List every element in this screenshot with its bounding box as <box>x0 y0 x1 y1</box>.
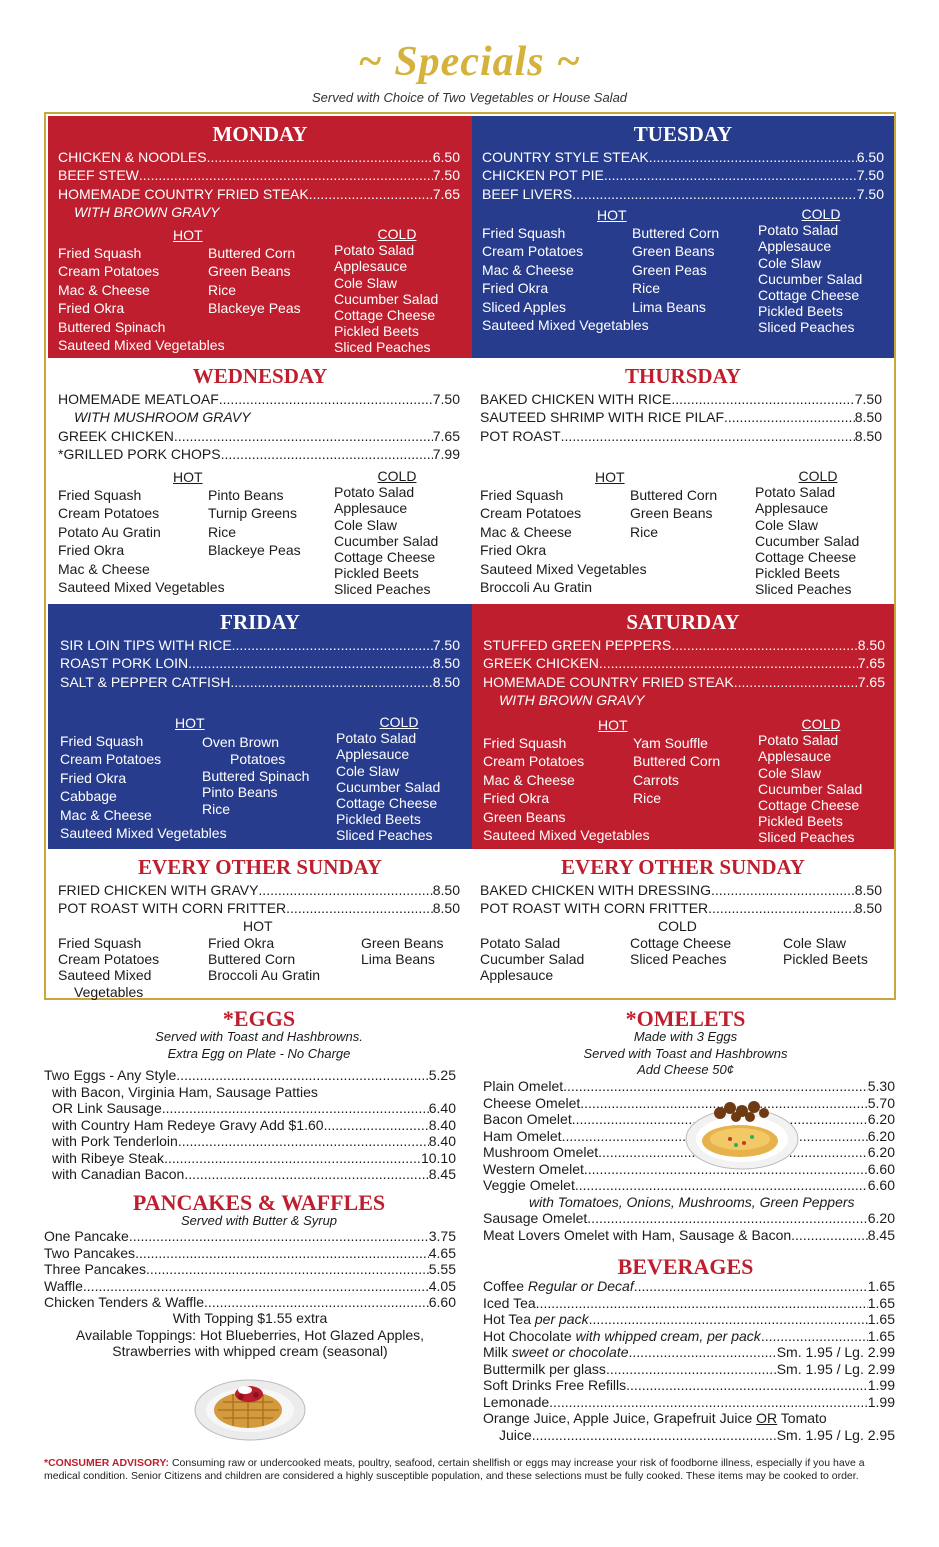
entree-row: HOMEMADE COUNTRY FRIED STEAK ..... 7.65 <box>58 185 460 203</box>
list-item: Waffle ..... 4.05 <box>44 1278 456 1295</box>
hot-list-2: Pinto Beans Turnip Greens Rice Blackeye Peas <box>208 487 301 559</box>
entree-list <box>58 881 460 918</box>
sunday-col-3: Green Beans Lima Beans <box>361 935 444 968</box>
cold-column: COLD Potato Salad Applesauce Cole Slaw Cucumber Salad Cottage Cheese Pickled Beets Sliced Peaches <box>336 714 466 844</box>
beverages-list <box>483 1278 895 1443</box>
cold-column: COLD Potato Salad Applesauce Cole Slaw Cucumber Salad Cottage Cheese Pickled Beets Sliced Peaches <box>758 716 888 846</box>
entree-list <box>482 148 884 203</box>
list-item: Western Omelet ..... 6.60 <box>483 1161 895 1178</box>
hot-column <box>482 206 649 334</box>
hot-list-2: Yam Souffle Buttered Corn Carrots Rice <box>633 735 721 807</box>
sunday-col-2: Fried Okra Buttered Corn Broccoli Au Gratin <box>208 935 321 984</box>
entree-list <box>483 636 885 710</box>
list-item: Meat Lovers Omelet with Ham, Sausage & Bacon ..... 8.45 <box>483 1227 895 1244</box>
entree-row: GREEK CHICKEN ..... 7.65 <box>483 654 885 672</box>
list-item: with Pork Tenderloin ..... 8.40 <box>44 1133 456 1150</box>
entree-row: HOMEMADE COUNTRY FRIED STEAK ..... 7.65 <box>483 673 885 691</box>
day-title: TUESDAY <box>633 122 733 146</box>
hot-list-1: Fried Squash Cream Potatoes Potato Au Gratin Fried Okra Mac & Cheese Sauteed Mixed Vegetables <box>58 487 225 596</box>
list-item: Buttermilk per glass ..... Sm. 1.95 / Lg. 2.99 <box>483 1361 895 1378</box>
hot-label: HOT <box>173 469 203 485</box>
list-item: Cheese Omelet ..... 5.70 <box>483 1095 895 1112</box>
day-title: FRIDAY <box>220 610 300 634</box>
list-item: Sausage Omelet ..... 6.20 <box>483 1210 895 1227</box>
list-item: Ham Omelet ..... 6.20 <box>483 1128 895 1145</box>
hot-label: HOT <box>173 227 203 243</box>
juice-line: Orange Juice, Apple Juice, Grapefruit Juice OR Tomato <box>483 1410 827 1426</box>
list-item: with Ribeye Steak ..... 10.10 <box>44 1150 456 1167</box>
entree-row: BEEF LIVERS ..... 7.50 <box>482 185 884 203</box>
list-item: with Canadian Bacon ..... 8.45 <box>44 1166 456 1183</box>
panel-monday <box>48 116 472 358</box>
hot-list-1: Fried Squash Cream Potatoes Fried Okra Cabbage Mac & Cheese Sauteed Mixed Vegetables <box>60 733 227 842</box>
omelets-subtitle: Made with 3 Eggs Served with Toast and Hashbrowns Add Cheese 50¢ <box>583 1029 788 1077</box>
list-item: Three Pancakes ..... 5.55 <box>44 1261 456 1278</box>
hot-column <box>480 468 647 596</box>
page-subtitle: Served with Choice of Two Vegetables or House Salad <box>311 90 628 105</box>
hot-column <box>58 468 225 596</box>
list-item: Iced Tea ..... 1.65 <box>483 1295 895 1312</box>
list-item: Two Pancakes ..... 4.65 <box>44 1245 456 1262</box>
topping-notes: With Topping $1.55 extra Available Toppings: Hot Blueberries, Hot Glazed Apples, Strawberries with whipped cream (seasonal) <box>75 1310 425 1359</box>
list-item: Milk sweet or chocolate ..... Sm. 1.95 / Lg. 2.99 <box>483 1344 895 1361</box>
entree-row: HOMEMADE MEATLOAF ..... 7.50 <box>58 390 460 408</box>
day-title: WEDNESDAY <box>192 364 328 388</box>
beverages-title: BEVERAGES <box>617 1254 754 1279</box>
cold-column: COLD Potato Salad Applesauce Cole Slaw Cucumber Salad Cottage Cheese Pickled Beets Sliced Peaches <box>334 226 464 356</box>
entree-row: COUNTRY STYLE STEAK ..... 6.50 <box>482 148 884 166</box>
hot-list-2: Buttered Corn Green Beans Rice <box>630 487 718 540</box>
panel-tuesday <box>472 116 894 358</box>
list-item: One Pancake ..... 3.75 <box>44 1228 456 1245</box>
entree-list <box>60 636 460 691</box>
day-title: THURSDAY <box>625 364 741 388</box>
list-item: Juice ..... Sm. 1.95 / Lg. 2.95 <box>483 1427 895 1444</box>
omelet-image <box>684 1095 800 1173</box>
hot-column <box>58 226 225 354</box>
day-title: EVERY OTHER SUNDAY <box>138 855 382 879</box>
list-item: with Bacon, Virginia Ham, Sausage Patties <box>52 1083 318 1100</box>
hot-list-1: Fried Squash Cream Potatoes Mac & Cheese Fried Okra Green Beans Sauteed Mixed Vegetables <box>483 735 650 844</box>
veggie-note: with Tomatoes, Onions, Mushrooms, Green Peppers <box>529 1193 855 1210</box>
list-item: Mushroom Omelet ..... 6.20 <box>483 1144 895 1161</box>
entree-row: FRIED CHICKEN WITH GRAVY ..... 8.50 <box>58 881 460 899</box>
entree-note: WITH BROWN GRAVY <box>499 692 645 709</box>
entree-note: WITH BROWN GRAVY <box>74 204 220 221</box>
hot-label: HOT <box>243 918 273 934</box>
hot-list-1: Fried Squash Cream Potatoes Mac & Cheese Fried Okra Sliced Apples Sauteed Mixed Vegetables <box>482 225 649 334</box>
panel-sunday-1 <box>48 849 472 998</box>
entree-row: BAKED CHICKEN WITH RICE ..... 7.50 <box>480 390 882 408</box>
sunday-col-3: Cole Slaw Pickled Beets <box>783 935 868 968</box>
hot-label: HOT <box>597 207 627 223</box>
day-title: EVERY OTHER SUNDAY <box>561 855 805 879</box>
entree-note: WITH MUSHROOM GRAVY <box>74 409 251 426</box>
panel-friday <box>48 604 472 849</box>
hot-list-1: Fried Squash Cream Potatoes Mac & Cheese Fried Okra Sauteed Mixed Vegetables Broccoli Au Gratin <box>480 487 647 596</box>
hot-column <box>483 716 650 844</box>
entree-list <box>480 390 882 445</box>
entree-row: ROAST PORK LOIN ..... 8.50 <box>60 654 460 672</box>
list-item: Hot Chocolate with whipped cream, per pack ..... 1.65 <box>483 1328 895 1345</box>
hot-label: HOT <box>598 717 628 733</box>
cold-label: COLD <box>801 206 841 222</box>
specials-grid <box>44 112 896 1000</box>
list-item: Coffee Regular or Decaf ..... 1.65 <box>483 1278 895 1295</box>
list-item: Plain Omelet ..... 5.30 <box>483 1078 895 1095</box>
entree-row: POT ROAST WITH CORN FRITTER ..... 8.50 <box>58 899 460 917</box>
entree-row: POT ROAST ..... 8.50 <box>480 427 882 445</box>
hot-list-2: Oven Brown Potatoes Buttered Spinach Pinto Beans Rice <box>202 734 310 818</box>
list-item: Soft Drinks Free Refills ..... 1.99 <box>483 1377 895 1394</box>
list-item: Hot Tea per pack ..... 1.65 <box>483 1311 895 1328</box>
panel-sunday-2 <box>472 849 894 998</box>
hot-label: HOT <box>595 469 625 485</box>
entree-row: CHICKEN POT PIE ..... 7.50 <box>482 166 884 184</box>
entree-list <box>58 148 460 222</box>
eggs-subtitle: Served with Toast and Hashbrowns. Extra Egg on Plate - No Charge <box>155 1029 363 1061</box>
panel-saturday <box>472 604 894 849</box>
cold-column: COLD Potato Salad Applesauce Cole Slaw Cucumber Salad Cottage Cheese Pickled Beets Sliced Peaches <box>334 468 464 598</box>
consumer-advisory: *CONSUMER ADVISORY: Consuming raw or undercooked meats, poultry, seafood, certain shellfish or eggs may increase your risk of foodborne illness, especially if you have a medical condition. Senior Citizens and children are considered a highly susceptible population, and these selections must be fully cooked. These items may be cooked to order. <box>44 1457 865 1482</box>
entree-list <box>58 390 460 464</box>
hot-list-2: Buttered Corn Green Beans Rice Blackeye Peas <box>208 245 301 317</box>
entree-row: *GRILLED PORK CHOPS ..... 7.99 <box>58 445 460 463</box>
panel-thursday <box>472 358 894 604</box>
hot-label: HOT <box>175 715 205 731</box>
sunday-col-2: Cottage Cheese Sliced Peaches <box>630 935 732 968</box>
entree-row: BEEF STEW ..... 7.50 <box>58 166 460 184</box>
list-item: Lemonade ..... 1.99 <box>483 1394 895 1411</box>
eggs-title: *EGGS <box>222 1006 296 1031</box>
cold-column: COLD Potato Salad Applesauce Cole Slaw Cucumber Salad Cottage Cheese Pickled Beets Sliced Peaches <box>758 206 888 336</box>
cold-label: COLD <box>377 226 417 242</box>
list-item: Two Eggs - Any Style ..... 5.25 <box>44 1067 456 1084</box>
cold-label: COLD <box>377 468 417 484</box>
entree-list <box>480 881 882 918</box>
entree-row: POT ROAST WITH CORN FRITTER ..... 8.50 <box>480 899 882 917</box>
cold-label: COLD <box>801 716 841 732</box>
cold-label: COLD <box>658 918 697 934</box>
waffle-image <box>193 1368 307 1442</box>
cold-column: COLD Potato Salad Applesauce Cole Slaw Cucumber Salad Cottage Cheese Pickled Beets Sliced Peaches <box>755 468 885 598</box>
day-title: MONDAY <box>212 122 308 146</box>
entree-row: BAKED CHICKEN WITH DRESSING ..... 8.50 <box>480 881 882 899</box>
list-item: Chicken Tenders & Waffle ..... 6.60 <box>44 1294 456 1311</box>
entree-row: CHICKEN & NOODLES ..... 6.50 <box>58 148 460 166</box>
list-item: Veggie Omelet ..... 6.60 <box>483 1177 895 1194</box>
entree-row: SALT & PEPPER CATFISH ..... 8.50 <box>60 673 460 691</box>
page-title: ~ Specials ~ <box>357 39 582 85</box>
entree-row: SAUTEED SHRIMP WITH RICE PILAF ..... 8.50 <box>480 408 882 426</box>
hot-list-2: Buttered Corn Green Beans Green Peas Rice Lima Beans <box>632 225 720 315</box>
cold-label: COLD <box>379 714 419 730</box>
eggs-list <box>44 1067 456 1183</box>
pancakes-subtitle: Served with Butter & Syrup <box>180 1213 338 1228</box>
pancakes-list <box>44 1228 456 1311</box>
entree-row: SIR LOIN TIPS WITH RICE ..... 7.50 <box>60 636 460 654</box>
panel-wednesday <box>48 358 472 604</box>
entree-row: STUFFED GREEN PEPPERS ..... 8.50 <box>483 636 885 654</box>
hot-list-1: Fried Squash Cream Potatoes Mac & Cheese Fried Okra Buttered Spinach Sauteed Mixed Vegetables <box>58 245 225 354</box>
list-item: OR Link Sausage ..... 6.40 <box>44 1100 456 1117</box>
entree-row: GREEK CHICKEN ..... 7.65 <box>58 427 460 445</box>
list-item: with Country Ham Redeye Gravy Add $1.60 ..... 8.40 <box>44 1117 456 1134</box>
day-title: SATURDAY <box>626 610 740 634</box>
omelets-title: *OMELETS <box>625 1006 746 1031</box>
sunday-col-1: Potato Salad Cucumber Salad Applesauce <box>480 935 585 984</box>
pancakes-title: PANCAKES & WAFFLES <box>132 1190 386 1215</box>
sunday-col-1: Fried Squash Cream Potatoes Sauteed Mixed Vegetables <box>58 935 160 1000</box>
list-item: Bacon Omelet ..... 6.20 <box>483 1111 895 1128</box>
cold-label: COLD <box>798 468 838 484</box>
